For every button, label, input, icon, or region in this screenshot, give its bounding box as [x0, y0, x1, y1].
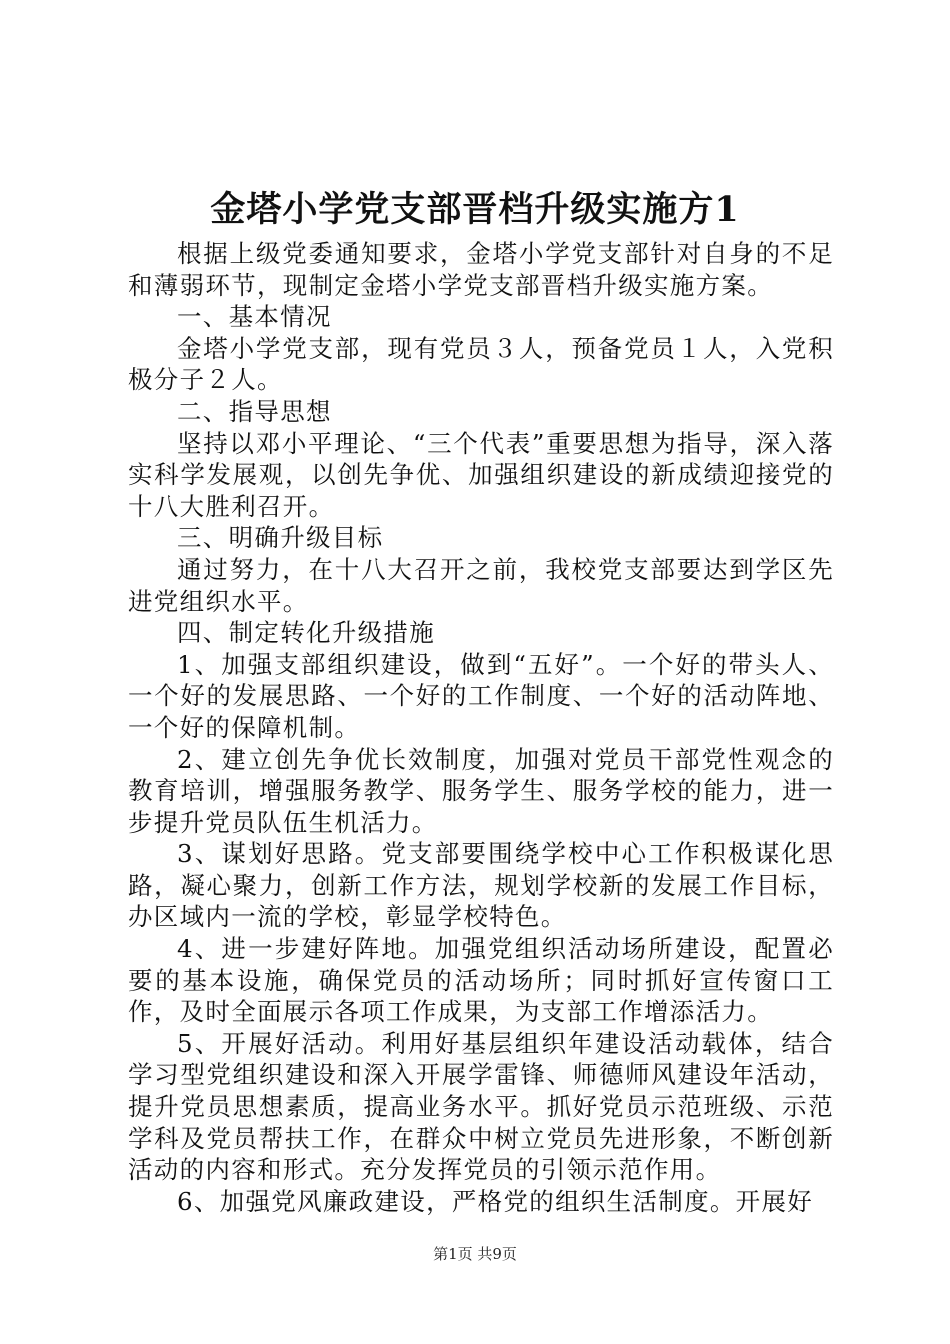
measure-item-4: 4、进一步建好阵地。加强党组织活动场所建设，配置必要的基本设施，确保党员的活动场所；同时抓好宣传窗口工作，及时全面展示各项工作成果，为支部工作增添活力。 — [128, 934, 834, 1027]
section-heading-upgrade-goal: 三、明确升级目标 — [177, 523, 384, 553]
document-title: 金塔小学党支部晋档升级实施方1 — [210, 189, 740, 230]
document-body — [128, 238, 834, 1217]
measure-item-1: 1、加强支部组织建设，做到“五好”。一个好的带头人、一个好的发展思路、一个好的工作制度、一个好的活动阵地、一个好的保障机制。 — [128, 649, 834, 742]
guiding-thought-paragraph: 坚持以邓小平理论、“三个代表”重要思想为指导，深入落实科学发展观，以创先争优、加强组织建设的新成绩迎接党的十八大胜利召开。 — [128, 428, 834, 521]
measure-item-6: 6、加强党风廉政建设，严格党的组织生活制度。开展好 — [177, 1186, 814, 1216]
section-heading-measures: 四、制定转化升级措施 — [177, 618, 435, 648]
basic-situation-paragraph: 金塔小学党支部，现有党员３人，预备党员１人，入党积极分子２人。 — [128, 333, 834, 395]
section-heading-guiding-thought: 二、指导思想 — [177, 396, 332, 426]
measure-item-5: 5、开展好活动。利用好基层组织年建设活动载体，结合学习型党组织建设和深入开展学雷锋、师德师风建设年活动，提升党员思想素质，提高业务水平。抓好党员示范班级、示范学科及党员帮扶工作，在群众中树立党员先进形象，不断创新活动的内容和形式。充分发挥党员的引领示范作用。 — [128, 1028, 834, 1185]
upgrade-goal-paragraph: 通过努力，在十八大召开之前，我校党支部要达到学区先进党组织水平。 — [128, 554, 834, 616]
intro-paragraph: 根据上级党委通知要求，金塔小学党支部针对自身的不足和薄弱环节，现制定金塔小学党支部晋档升级实施方案。 — [128, 239, 834, 300]
measure-item-3: 3、谋划好思路。党支部要围绕学校中心工作积极谋化思路，凝心聚力，创新工作方法，规划学校新的发展工作目标，办区域内一流的学校，彰显学校特色。 — [128, 839, 834, 932]
measure-item-2: 2、建立创先争优长效制度，加强对党员干部党性观念的教育培训，增强服务教学、服务学生、服务学校的能力，进一步提升党员队伍生机活力。 — [128, 744, 834, 837]
section-heading-basic-situation: 一、基本情况 — [177, 302, 332, 332]
page-number-footer: 第1页 共9页 — [433, 1245, 517, 1263]
